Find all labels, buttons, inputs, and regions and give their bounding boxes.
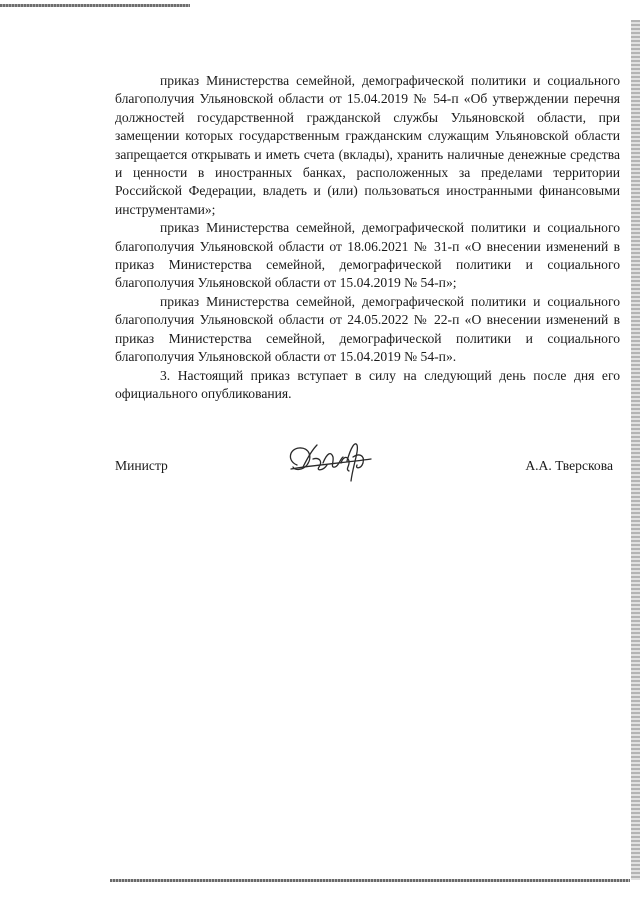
paragraph-order-2019: приказ Министерства семейной, демографической политики и социального благополучия Ульяновской области от 15.04.2019 № 54-п «Об утверждении перечня должностей государственной гражданской службы Ульяновской области, при замещении которых государственным гражданским служащим Ульяновской области запрещается открывать и иметь счета (вклады), хранить наличные денежные средства и ценности в иностранных банках, расположенных за пределами территории Российской Федерации, владеть и (или) пользоваться иностранными финансовыми инструментами»; — [115, 73, 620, 217]
scan-edge-top — [0, 4, 190, 7]
signer-position: Министр — [115, 458, 168, 473]
paragraph-effective-date: 3. Настоящий приказ вступает в силу на следующий день после дня его официального опубликования. — [115, 367, 620, 401]
document-body — [115, 72, 620, 403]
signer-name: А.А. Тверскова — [525, 458, 613, 473]
scan-edge-right — [631, 20, 640, 880]
paragraph-order-2022: приказ Министерства семейной, демографической политики и социального благополучия Ульяновской области от 24.05.2022 № 22-п «О внесении изменений в приказ Министерства семейной, демографической политики и социального благополучия Ульяновской области от 15.04.2019 № 54-п». — [115, 293, 620, 365]
paragraph-order-2021: приказ Министерства семейной, демографической политики и социального благополучия Ульяновской области от 18.06.2021 № 31-п «О внесении изменений в приказ Министерства семейной, демографической политики и социального благополучия Ульяновской области от 15.04.2019 № 54-п»; — [115, 220, 620, 291]
scan-edge-bottom — [110, 879, 630, 882]
handwritten-signature — [283, 435, 379, 487]
